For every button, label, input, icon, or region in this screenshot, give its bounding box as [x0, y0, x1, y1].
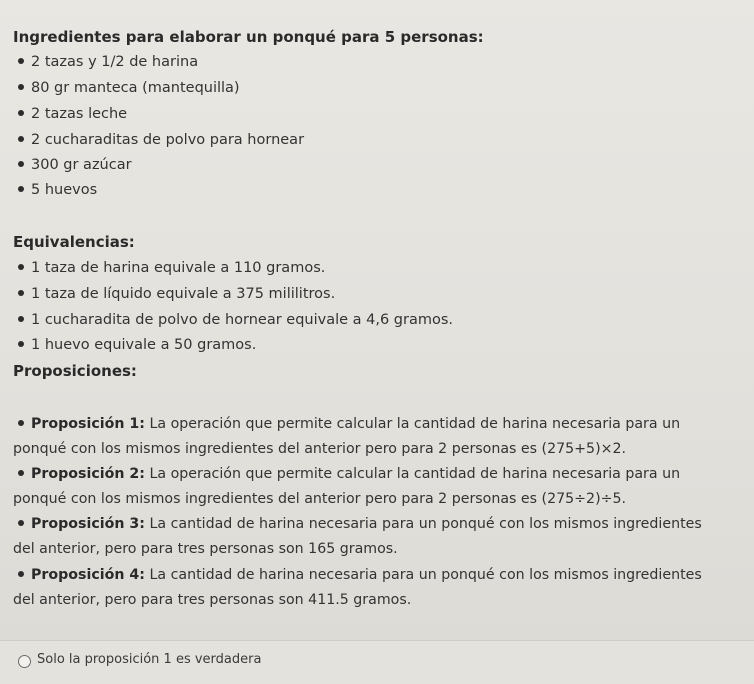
proposition-text: La operación que permite calcular la cantidad de harina necesaria para un: [149, 416, 681, 432]
bullet-icon: [18, 316, 24, 322]
proposition-1: [13, 412, 740, 462]
proposition-text: ponqué con los mismos ingredientes del anterior pero para 2 personas es (275÷2)÷5.: [13, 491, 627, 507]
bullet-icon: [18, 290, 24, 296]
ingredient-item: 2 cucharaditas de polvo para hornear: [18, 132, 304, 148]
answer-option[interactable]: [0, 640, 754, 684]
proposition-text: La operación que permite calcular la cantidad de harina necesaria para un: [149, 466, 681, 482]
ingredient-item: 5 huevos: [18, 182, 97, 198]
proposition-3: [13, 512, 740, 562]
answer-option-label[interactable]: Solo la proposición 1 es verdadera: [37, 652, 262, 667]
bullet-icon: [18, 136, 24, 142]
bullet-icon: [18, 186, 24, 192]
bullet-icon: [18, 161, 24, 167]
proposition-label: Proposición 2:: [31, 466, 145, 482]
proposition-text: La cantidad de harina necesaria para un ponqué con los mismos ingredientes: [149, 567, 702, 583]
ingredient-item: 300 gr azúcar: [18, 157, 132, 173]
equivalence-item: 1 cucharadita de polvo de hornear equivale a 4,6 gramos.: [18, 312, 453, 328]
proposition-text: ponqué con los mismos ingredientes del anterior pero para 2 personas es (275+5)×2.: [13, 441, 627, 457]
ingredient-item: 2 tazas y 1/2 de harina: [18, 54, 198, 70]
proposition-4: [13, 563, 740, 613]
equivalences-heading: Equivalencias:: [13, 233, 135, 251]
equivalence-item: 1 taza de harina equivale a 110 gramos.: [18, 260, 325, 276]
proposition-text: del anterior, pero para tres personas son 165 gramos.: [13, 541, 398, 557]
radio-button[interactable]: [18, 655, 31, 668]
bullet-icon: [18, 264, 24, 270]
ingredient-item: 2 tazas leche: [18, 106, 127, 122]
bullet-icon: [18, 110, 24, 116]
bullet-icon: [18, 571, 24, 577]
bullet-icon: [18, 84, 24, 90]
equivalence-item: 1 taza de líquido equivale a 375 mililitros.: [18, 286, 335, 302]
proposition-label: Proposición 1:: [31, 416, 145, 432]
proposition-2: [13, 462, 740, 512]
ingredient-item: 80 gr manteca (mantequilla): [18, 80, 240, 96]
propositions-heading: Proposiciones:: [13, 362, 137, 380]
bullet-icon: [18, 341, 24, 347]
bullet-icon: [18, 420, 24, 426]
proposition-text: del anterior, pero para tres personas son 411.5 gramos.: [13, 592, 412, 608]
proposition-label: Proposición 4:: [31, 567, 145, 583]
proposition-text: La cantidad de harina necesaria para un ponqué con los mismos ingredientes: [149, 516, 702, 532]
bullet-icon: [18, 470, 24, 476]
ingredients-heading: Ingredientes para elaborar un ponqué para 5 personas:: [13, 28, 484, 46]
proposition-label: Proposición 3:: [31, 516, 145, 532]
bullet-icon: [18, 520, 24, 526]
equivalence-item: 1 huevo equivale a 50 gramos.: [18, 337, 256, 353]
bullet-icon: [18, 58, 24, 64]
